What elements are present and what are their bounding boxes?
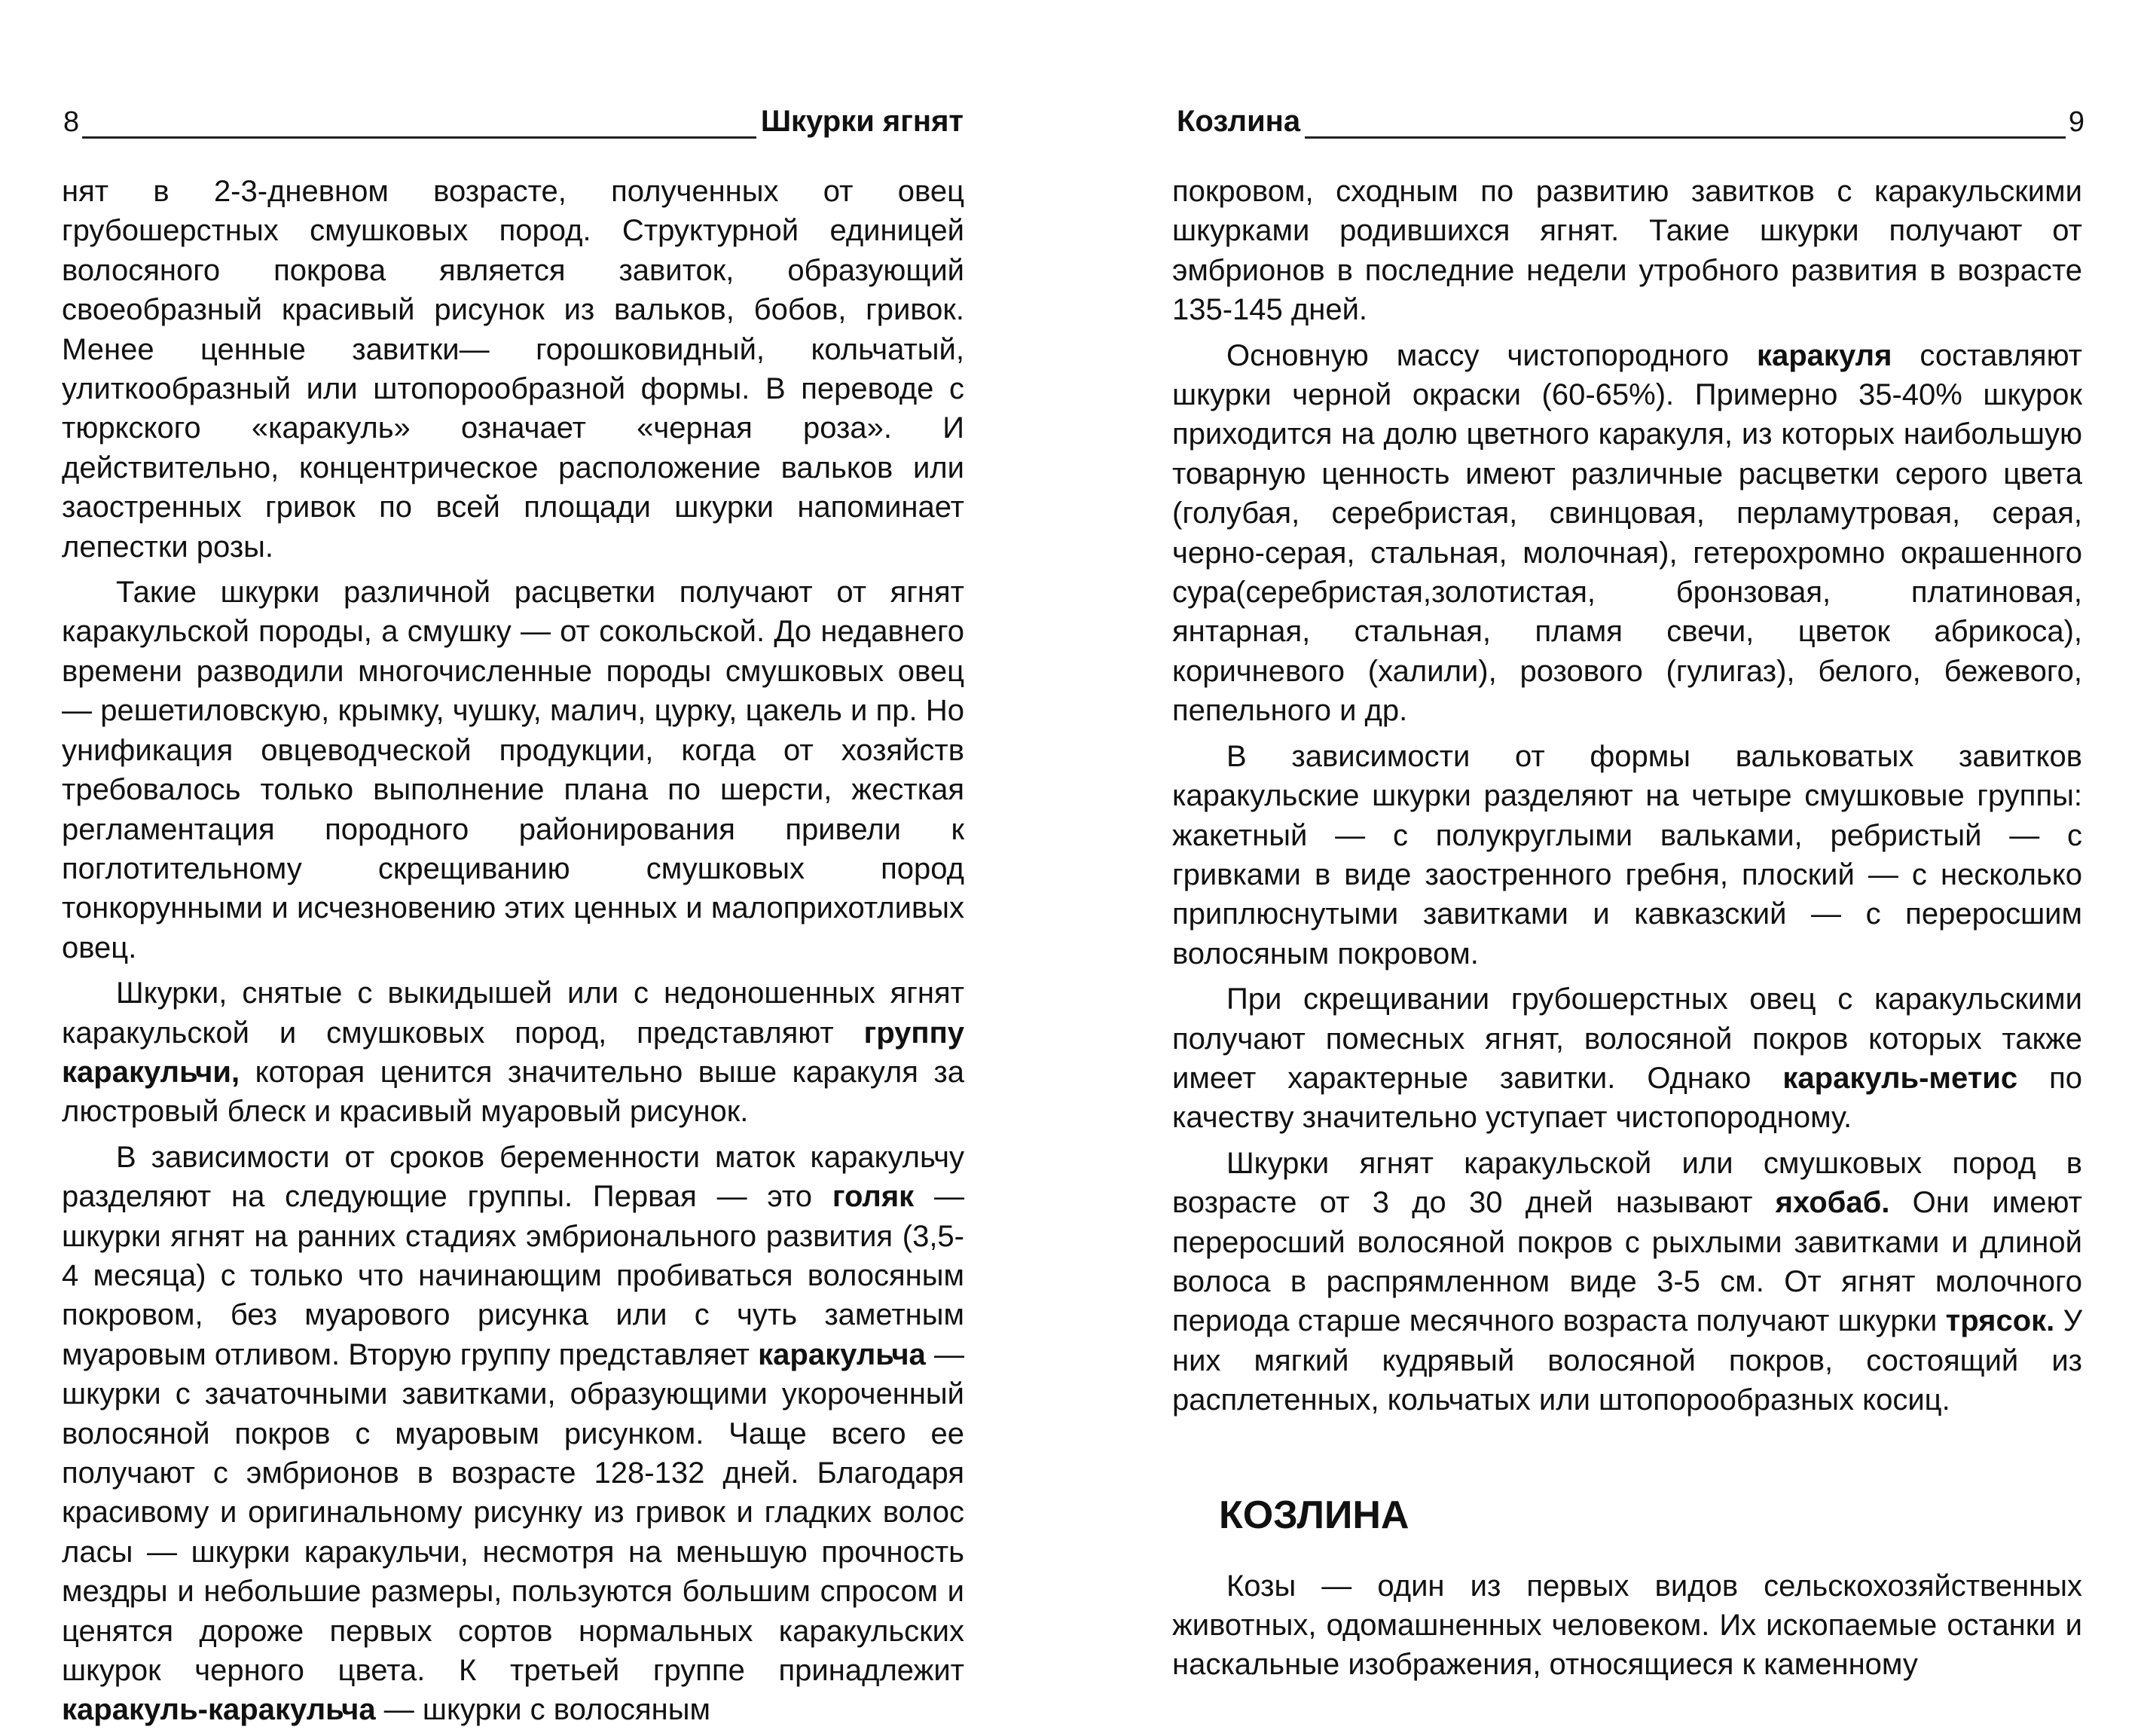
paragraph bbox=[1172, 1566, 2082, 1685]
paragraph bbox=[62, 573, 964, 967]
text-run: Шкурки ягнят каракульской или смушковых пород в возрасте от 3 до 30 дней называют bbox=[1172, 1146, 2082, 1220]
left-page bbox=[0, 0, 1072, 1733]
page-number: 9 bbox=[2066, 105, 2087, 139]
text-run: Такие шкурки различной расцветки получают от ягнят каракульской породы, а смушку — от сокольской. До недавнего времени разводили многочисленные породы смушковых овец — решетиловскую, крымку, чушку, малич, цурку, цакель и пр. Но унификация овцеводческой продукции, когда от хозяйств требовалось только выполнение плана по шерсти, жесткая регламентация породного районирования привели к поглотительному скрещиванию смушковых пород тонкорунными и исчезновению этих ценных и малоприхотливых овец. bbox=[62, 576, 964, 964]
page-number: 8 bbox=[60, 105, 82, 139]
left-page-body bbox=[62, 172, 964, 1736]
running-title: Козлина bbox=[1172, 104, 1305, 139]
paragraph bbox=[1172, 737, 2082, 973]
bold-term: каракуля bbox=[1756, 338, 1892, 372]
text-run: В зависимости от сроков беременности маток каракульчу разделяют на следующие группы. Первая — это bbox=[62, 1140, 964, 1214]
text-run: При скрещивании грубошерстных овец с каракульскими получают помесных ягнят, волосяной покров которых также имеет характерные завитки. Однако bbox=[1172, 983, 2082, 1095]
right-page-paragraphs bbox=[1172, 172, 2082, 1420]
bold-term: каракульча bbox=[758, 1337, 926, 1371]
bold-term: трясок. bbox=[1945, 1304, 2055, 1338]
paragraph bbox=[1172, 1144, 2082, 1420]
text-run: нят в 2-3-дневном возрасте, полученных от овец грубошерстных смушковых пород. Структурной единицей волосяного покрова является завиток, образующий своеобразный красивый рисунок из вальков, бобов, гривок. Менее ценные завитки— горошковидный, кольчатый, улиткообразный или штопорообразной формы. В переводе с тюркского «каракуль» означает «черная роза». И действительно, концентрическое расположение вальков или заостренных гривок по всей площади шкурки напоминает лепестки розы. bbox=[62, 175, 964, 564]
right-page-body bbox=[1172, 172, 2082, 1691]
text-run: У них мягкий кудрявый волосяной покров, состоящий из расплетенных, кольчатых или штопорообразных косиц. bbox=[1172, 1304, 2082, 1417]
text-run: которая ценится значительно выше каракуля за люстровый блеск и красивый муаровый рисунок. bbox=[62, 1055, 964, 1129]
bold-term: группу каракульчи, bbox=[62, 1016, 964, 1089]
header-rule bbox=[1172, 136, 2087, 139]
paragraph bbox=[1172, 172, 2082, 330]
paragraph bbox=[1172, 336, 2082, 731]
running-title: Шкурки ягнят bbox=[756, 104, 968, 139]
text-run: — шкурки с волосяным bbox=[375, 1693, 710, 1727]
text-run: Шкурки, снятые с выкидышей или с недоношенных ягнят каракульской и смушковых пород, представляют bbox=[62, 976, 964, 1050]
paragraph bbox=[62, 973, 964, 1132]
bold-term: голяк bbox=[832, 1180, 915, 1214]
right-page bbox=[1072, 0, 2144, 1733]
bold-term: каракуль-каракульча bbox=[62, 1693, 376, 1727]
paragraph bbox=[62, 172, 964, 567]
text-run: Они имеют переросший волосяной покров с рыхлыми завитками и длиной волоса в распрямленном виде 3-5 см. От ягнят молочного периода старше месячного возраста получают шкурки bbox=[1172, 1186, 2082, 1338]
text-run: — шкурки с зачаточными завитками, образующими укороченный волосяной покров с муаровым рисунком. Чаще всего ее получают с эмбрионов в возрасте 128-132 дней. Благодаря красивому и оригинальному рисунку из гривок и гладких волос ласы — шкурки каракульчи, несмотря на меньшую прочность мездры и небольшие размеры, пользуются большим спросом и ценятся дороже первых сортов нормальных каракульских шкурок черного цвета. К третьей группе принадлежит bbox=[62, 1337, 964, 1688]
text-run: — шкурки ягнят на ранних стадиях эмбрионального развития (3,5-4 месяца) с только что начинающим пробиваться волосяным покровом, без муарового рисунка или с чуть заметным муаровым отливом. Вторую группу представляет bbox=[62, 1180, 965, 1371]
text-run: составляют шкурки черной окраски (60-65%). Примерно 35-40% шкурок приходится на долю цветного каракуля, из которых наибольшую товарную ценность имеют различные расцветки серого цвета (голубая, серебристая, свинцовая, перламутровая, серая, черно-серая, стальная, молочная), гетерохромно окрашенного сура(серебристая,золотистая, бронзовая, платиновая, янтарная, стальная, пламя свечи, цветок абрикоса), коричневого (халили), розового (гулигаз), белого, бежевого, пепельного и др. bbox=[1172, 338, 2083, 728]
section-paragraphs bbox=[1172, 1566, 2082, 1685]
left-page-header bbox=[60, 104, 968, 145]
text-run: по качеству значительно уступает чистопородному. bbox=[1172, 1061, 2082, 1135]
text-run: В зависимости от формы вальковатых завитков каракульские шкурки разделяют на четыре смушковые группы: жакетный — с полукруглыми вальками, ребристый — с гривками в виде заостренного гребня, плоский — с несколько приплюснутыми завитками и кавказский — с переросшим волосяным покровом. bbox=[1172, 739, 2082, 970]
text-run: Козы — один из первых видов сельскохозяйственных животных, одомашненных человеком. Их ископаемые останки и наскальные изображения, относящиеся к каменному bbox=[1172, 1569, 2082, 1682]
text-run: Основную массу чистопородного bbox=[1226, 338, 1757, 372]
paragraph bbox=[1172, 980, 2082, 1138]
section-heading: КОЗЛИНА bbox=[1219, 1493, 1409, 1537]
text-run: покровом, сходным по развитию завитков с каракульскими шкурками родившихся ягнят. Такие шкурки получают от эмбрионов в последние недели утробного развития в возрасте 135-145 дней. bbox=[1172, 175, 2082, 327]
right-page-header bbox=[1172, 104, 2087, 145]
bold-term: каракуль-метис bbox=[1782, 1061, 2018, 1095]
paragraph bbox=[62, 1138, 964, 1730]
bold-term: яхобаб. bbox=[1775, 1186, 1890, 1220]
